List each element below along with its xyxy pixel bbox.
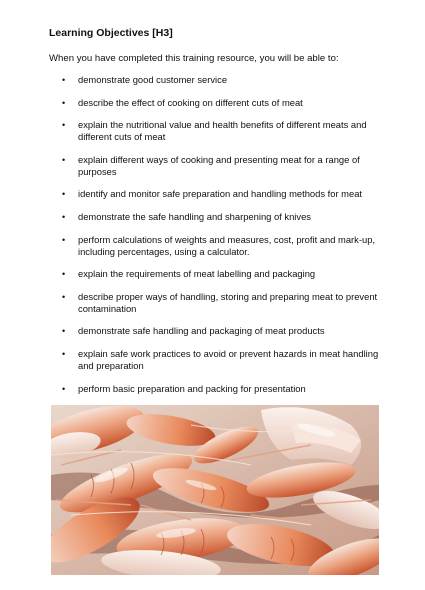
list-item [62, 348, 382, 372]
list-item [62, 234, 382, 258]
intro-text: When you have completed this training resource, you will be able to: [49, 53, 339, 64]
bullet-icon: • [62, 326, 66, 337]
objective-text: describe proper ways of handling, storing and preparing meat to prevent contamination [78, 290, 378, 314]
bullet-icon: • [62, 120, 66, 131]
list-item [62, 74, 382, 86]
objective-text: perform basic preparation and packing for presentation [78, 382, 306, 394]
objective-text: explain different ways of cooking and presenting meat for a range of purposes [78, 153, 360, 177]
list-item [62, 119, 382, 143]
objective-text: describe the effect of cooking on different cuts of meat [78, 96, 303, 108]
objectives-list [62, 74, 382, 405]
bullet-icon: • [62, 383, 66, 394]
bullet-icon: • [62, 97, 66, 108]
objective-text: demonstrate safe handling and packaging of meat products [78, 325, 325, 337]
objective-text: explain the nutritional value and health benefits of different meats and different cuts of meat [78, 119, 367, 143]
objective-text: explain the requirements of meat labelling and packaging [78, 268, 316, 280]
list-item [62, 291, 382, 315]
objective-text: perform calculations of weights and measures, cost, profit and mark-up, including percentages, using a calculator. [78, 233, 376, 257]
objective-text: demonstrate the safe handling and sharpening of knives [78, 210, 311, 222]
list-item [62, 211, 382, 223]
langoustine-photo [51, 405, 379, 575]
objective-text: demonstrate good customer service [78, 74, 228, 85]
bullet-icon: • [62, 154, 66, 165]
bullet-icon: • [62, 211, 66, 222]
bullet-icon: • [62, 291, 66, 302]
objective-text: identify and monitor safe preparation and handling methods for meat [78, 188, 363, 200]
section-heading: Learning Objectives [H3] [49, 27, 173, 39]
bullet-icon: • [62, 189, 66, 200]
list-item [62, 268, 382, 280]
list-item [62, 97, 382, 109]
list-item [62, 325, 382, 337]
list-item [62, 383, 382, 395]
bullet-icon: • [62, 269, 66, 280]
bullet-icon: • [62, 75, 66, 85]
bullet-icon: • [62, 348, 66, 359]
objective-text: explain safe work practices to avoid or prevent hazards in meat handling and preparation [78, 347, 379, 371]
bullet-icon: • [62, 234, 66, 245]
list-item [62, 188, 382, 200]
langoustine-photo-icon [51, 405, 379, 575]
list-item [62, 154, 382, 178]
